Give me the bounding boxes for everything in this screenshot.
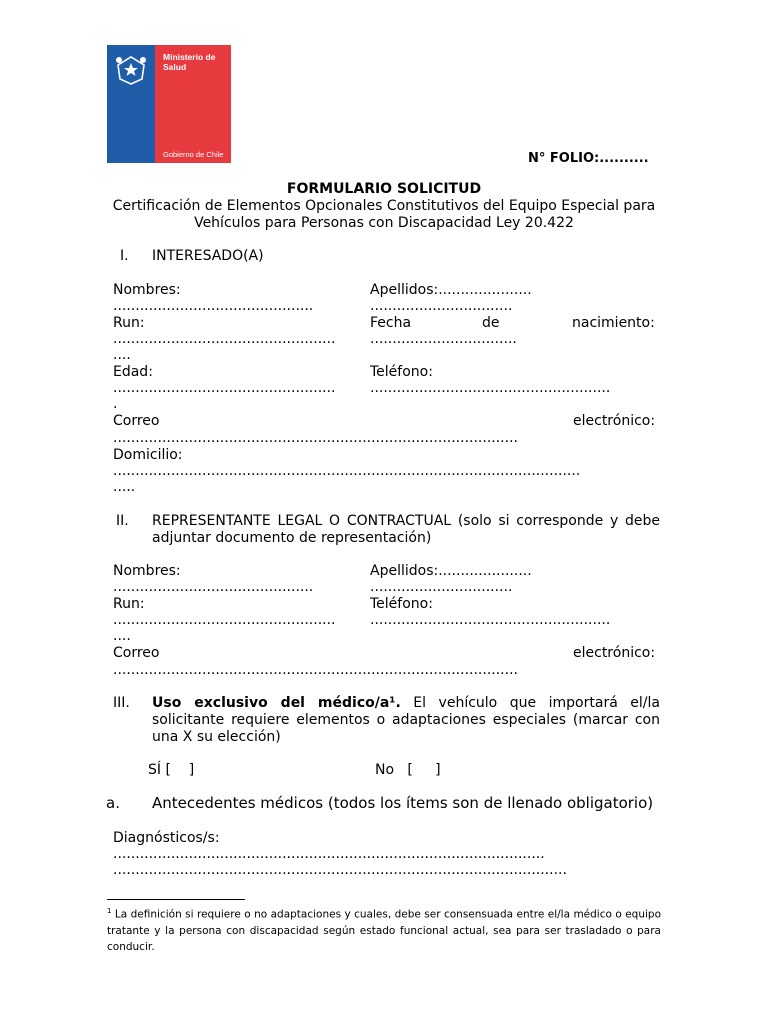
telefono-field[interactable]: ...................................................... bbox=[370, 380, 611, 396]
fecha-label-word2: de bbox=[482, 315, 500, 331]
form-subtitle-line2: Vehículos para Personas con Discapacidad Ley 20.422 bbox=[194, 215, 574, 231]
run-field-continued[interactable]: .... bbox=[113, 347, 131, 363]
form-title: FORMULARIO SOLICITUD bbox=[286, 181, 482, 197]
section-a-letter: a. bbox=[106, 794, 120, 812]
section-3-description: El vehículo que importará el/la solicitante requiere elementos o adaptaciones especiales (marcar con una X su elección) bbox=[152, 695, 660, 745]
domicilio-field-continued[interactable]: ..... bbox=[113, 479, 136, 495]
rep-nombres-label: Nombres: bbox=[113, 563, 181, 579]
run-label: Run: bbox=[113, 315, 145, 331]
correo-label-word1: Correo bbox=[113, 413, 160, 429]
section-3-text bbox=[152, 695, 660, 746]
section-3-number: III. bbox=[113, 695, 130, 711]
domicilio-field[interactable]: ......................................................................................................... bbox=[113, 463, 581, 479]
rep-correo-label-word2: electrónico: bbox=[573, 645, 656, 661]
section-2-number: II. bbox=[116, 513, 129, 529]
footnote-divider bbox=[107, 899, 245, 900]
rep-telefono-field[interactable]: ...................................................... bbox=[370, 612, 611, 628]
rep-apellidos-field[interactable]: ................................ bbox=[370, 579, 513, 595]
rep-correo-field[interactable]: ........................................................................................... bbox=[113, 662, 518, 678]
option-si-checkbox[interactable]: SÍ [ ] bbox=[148, 762, 195, 778]
fecha-label-word1: Fecha bbox=[370, 315, 412, 331]
footnote-mark: 1 bbox=[107, 907, 112, 915]
rep-run-field-continued[interactable]: .... bbox=[113, 628, 131, 644]
apellidos-label: Apellidos:..................... bbox=[370, 282, 532, 298]
section-1-number: I. bbox=[120, 248, 129, 264]
footnote-text: La definición si requiere o no adaptaciones y cuales, debe ser consensuada entre el/la médico o equipo tratante y la persona con discapacidad según estado funcional actual, sea para ser trasladado o para conducir. bbox=[107, 908, 661, 953]
diagnosticos-field-line1[interactable]: ................................................................................................. bbox=[113, 846, 545, 862]
domicilio-label: Domicilio: bbox=[113, 447, 183, 463]
fecha-label-word3: nacimiento: bbox=[572, 315, 655, 331]
correo-field[interactable]: ........................................................................................... bbox=[113, 430, 518, 446]
section-2-heading: REPRESENTANTE LEGAL O CONTRACTUAL (solo si corresponde y debe adjuntar documento de representación) bbox=[152, 513, 660, 546]
footnote bbox=[107, 903, 661, 955]
edad-field-continued[interactable]: . bbox=[113, 396, 118, 412]
rep-nombres-field[interactable]: ............................................. bbox=[113, 579, 314, 595]
edad-field[interactable]: .................................................. bbox=[113, 380, 336, 396]
section-3-bold-heading: Uso exclusivo del médico/a¹. bbox=[152, 695, 401, 711]
coat-of-arms-icon bbox=[112, 51, 150, 87]
run-field[interactable]: .................................................. bbox=[113, 331, 336, 347]
diagnosticos-field-line2[interactable]: ...................................................................................................... bbox=[113, 862, 567, 878]
telefono-label: Teléfono: bbox=[370, 364, 433, 380]
rep-apellidos-label: Apellidos:..................... bbox=[370, 563, 532, 579]
rep-correo-label-word1: Correo bbox=[113, 645, 160, 661]
rep-run-field[interactable]: .................................................. bbox=[113, 612, 336, 628]
edad-label: Edad: bbox=[113, 364, 153, 380]
section-a-heading: Antecedentes médicos (todos los ítems son de llenado obligatorio) bbox=[152, 794, 654, 812]
ministry-logo bbox=[107, 45, 231, 163]
logo-government-text: Gobierno de Chile bbox=[163, 150, 224, 159]
logo-ministry-text: Ministerio de Salud bbox=[163, 52, 216, 72]
form-subtitle-line1: Certificación de Elementos Opcionales Constitutivos del Equipo Especial para bbox=[112, 198, 656, 214]
nombres-field[interactable]: ............................................. bbox=[113, 298, 314, 314]
section-1-heading: INTERESADO(A) bbox=[152, 248, 264, 264]
fecha-field[interactable]: ................................. bbox=[370, 331, 517, 347]
folio-number: N° FOLIO:.......... bbox=[528, 151, 649, 166]
correo-label-word2: electrónico: bbox=[573, 413, 656, 429]
apellidos-field[interactable]: ................................ bbox=[370, 298, 513, 314]
rep-telefono-label: Teléfono: bbox=[370, 596, 433, 612]
diagnosticos-label: Diagnósticos/s: bbox=[113, 830, 220, 846]
nombres-label: Nombres: bbox=[113, 282, 181, 298]
rep-run-label: Run: bbox=[113, 596, 145, 612]
option-no-checkbox[interactable]: No [ ] bbox=[375, 762, 441, 778]
